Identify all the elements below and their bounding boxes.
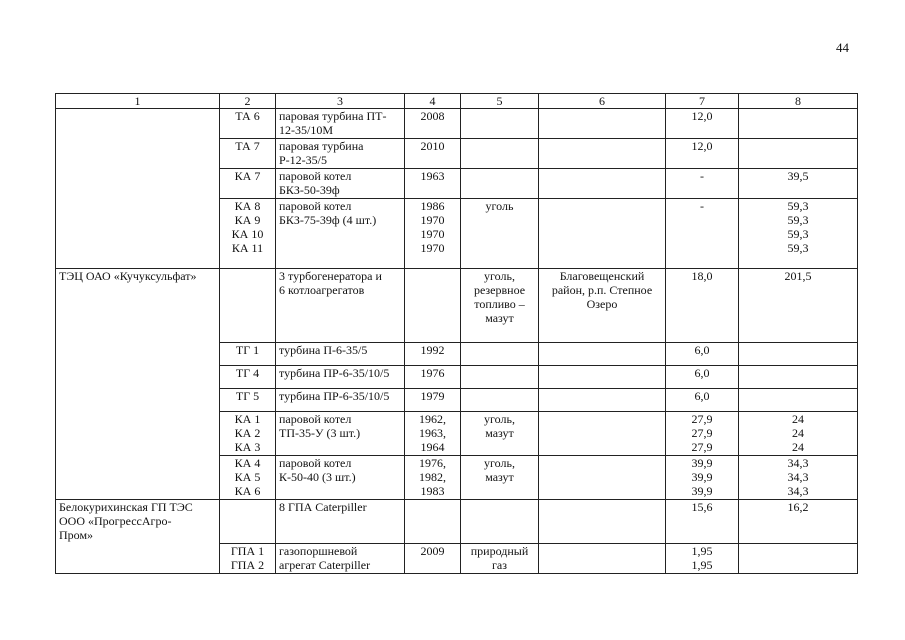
unit-description: паровая турбина ПТ- 12-35/10М <box>276 109 405 139</box>
header-cell: 7 <box>666 94 739 109</box>
unit-power-list: 1,95 1,95 <box>666 544 739 574</box>
unit-year: 1992 <box>405 343 461 366</box>
unit-description: турбина ПР-6-35/10/5 <box>276 366 405 389</box>
unit-heat: 39,5 <box>739 169 858 199</box>
station-name-cell: ТЭЦ ОАО «Кучуксульфат» <box>56 269 220 500</box>
unit-description: турбина ПР-6-35/10/5 <box>276 389 405 412</box>
unit-fuel: уголь <box>461 199 539 269</box>
unit-power: 6,0 <box>666 389 739 412</box>
equipment-table <box>55 93 858 574</box>
unit-power: - <box>666 169 739 199</box>
unit-heat-list: 34,3 34,3 34,3 <box>739 456 858 500</box>
header-cell: 4 <box>405 94 461 109</box>
unit-heat-list: 24 24 24 <box>739 412 858 456</box>
station-location: Благовещенский район, р.п. Степное Озеро <box>539 269 666 343</box>
unit-description: 8 ГПА Caterpiller <box>276 500 405 544</box>
unit-id-list: КА 4 КА 5 КА 6 <box>220 456 276 500</box>
unit-power: 18,0 <box>666 269 739 343</box>
unit-fuel: уголь, мазут <box>461 412 539 456</box>
header-cell: 8 <box>739 94 858 109</box>
unit-id-list: КА 8 КА 9 КА 10 КА 11 <box>220 199 276 269</box>
unit-heat-list: 59,3 59,3 59,3 59,3 <box>739 199 858 269</box>
unit-year: 2008 <box>405 109 461 139</box>
header-cell: 3 <box>276 94 405 109</box>
header-cell: 1 <box>56 94 220 109</box>
unit-heat: 201,5 <box>739 269 858 343</box>
unit-power-list: 39,9 39,9 39,9 <box>666 456 739 500</box>
unit-year: 1979 <box>405 389 461 412</box>
unit-fuel: уголь, резервное топливо – мазут <box>461 269 539 343</box>
unit-id-list: КА 1 КА 2 КА 3 <box>220 412 276 456</box>
unit-year: 2009 <box>405 544 461 574</box>
unit-heat: 16,2 <box>739 500 858 544</box>
page-number: 44 <box>836 40 849 55</box>
unit-description: газопоршневой агрегат Caterpiller <box>276 544 405 574</box>
unit-id: ТГ 5 <box>220 389 276 412</box>
unit-description: паровой котел БКЗ-50-39ф <box>276 169 405 199</box>
header-cell: 5 <box>461 94 539 109</box>
unit-power: 12,0 <box>666 109 739 139</box>
unit-power: 15,6 <box>666 500 739 544</box>
unit-description: паровой котел К-50-40 (3 шт.) <box>276 456 405 500</box>
unit-description: паровой котел ТП-35-У (3 шт.) <box>276 412 405 456</box>
unit-description: 3 турбогенератора и 6 котлоагрегатов <box>276 269 405 343</box>
unit-years: 1986 1970 1970 1970 <box>405 199 461 269</box>
unit-id: ТА 6 <box>220 109 276 139</box>
unit-power: 6,0 <box>666 343 739 366</box>
unit-years: 1962, 1963, 1964 <box>405 412 461 456</box>
unit-description: турбина П-6-35/5 <box>276 343 405 366</box>
header-cell: 2 <box>220 94 276 109</box>
unit-power: 6,0 <box>666 366 739 389</box>
table-row <box>56 500 858 544</box>
header-cell: 6 <box>539 94 666 109</box>
unit-year: 2010 <box>405 139 461 169</box>
station-name-cell: Белокурихинская ГП ТЭС ООО «ПрогрессАгро- Пром» <box>56 500 220 574</box>
unit-id-list: ГПА 1 ГПА 2 <box>220 544 276 574</box>
unit-id: ТГ 4 <box>220 366 276 389</box>
unit-id: КА 7 <box>220 169 276 199</box>
header-row <box>56 94 858 109</box>
station-name-cell <box>56 109 220 269</box>
unit-fuel: уголь, мазут <box>461 456 539 500</box>
unit-description: паровой котел БКЗ-75-39ф (4 шт.) <box>276 199 405 269</box>
unit-year: 1963 <box>405 169 461 199</box>
unit-description: паровая турбина Р-12-35/5 <box>276 139 405 169</box>
unit-power: - <box>666 199 739 269</box>
unit-id: ТГ 1 <box>220 343 276 366</box>
unit-power-list: 27,9 27,9 27,9 <box>666 412 739 456</box>
unit-years: 1976, 1982, 1983 <box>405 456 461 500</box>
unit-power: 12,0 <box>666 139 739 169</box>
table-row <box>56 269 858 343</box>
unit-year: 1976 <box>405 366 461 389</box>
unit-id: ТА 7 <box>220 139 276 169</box>
unit-fuel: природный газ <box>461 544 539 574</box>
table-row <box>56 109 858 139</box>
